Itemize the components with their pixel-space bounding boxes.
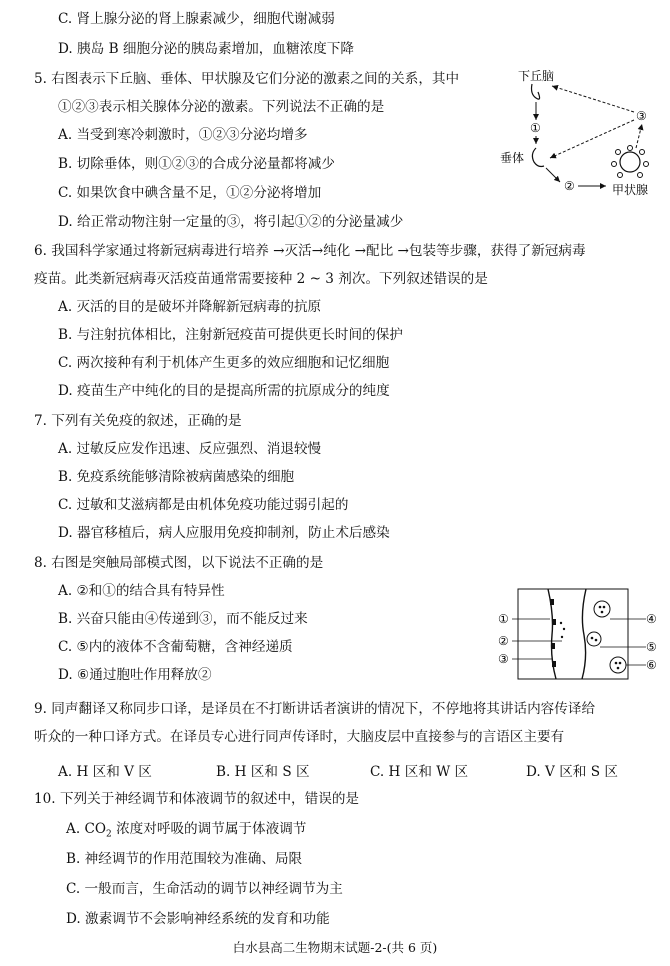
- page-footer: 白水县高二生物期末试题-2-(共 6 页): [232, 940, 438, 955]
- vesicle-fusing: [587, 632, 601, 646]
- synapse-label-6: ⑥: [646, 658, 657, 672]
- synapse-label-3: ③: [498, 652, 509, 666]
- hypothalamus-shape: [532, 84, 540, 99]
- arrow-pituitary-to-2: [546, 168, 560, 182]
- q7-option-b: B. 免疫系统能够清除被病菌感染的细胞: [58, 469, 295, 485]
- q7-option-c: C. 过敏和艾滋病都是由机体免疫功能过弱引起的: [58, 497, 349, 513]
- q9-option-a: A. H 区和 V 区: [58, 764, 152, 780]
- synapse-diagram: [496, 585, 660, 685]
- q9-option-b: B. H 区和 S 区: [216, 764, 310, 780]
- vesicle-upper: [594, 601, 610, 617]
- q9-option-c: C. H 区和 W 区: [370, 764, 469, 780]
- q9-stem-line2: 听众的一种口译方式。在译员专心进行同声传译时，大脑皮层中直接参与的言语区主要有: [34, 729, 565, 745]
- q10-option-d: D. 激素调节不会影响神经系统的发育和功能: [66, 911, 330, 927]
- q4-option-c: C. 肾上腺分泌的肾上腺素减少，细胞代谢减弱: [58, 11, 335, 27]
- q6-option-c: C. 两次接种有利于机体产生更多的效应细胞和记忆细胞: [58, 355, 390, 371]
- thyroid-shape: [612, 146, 649, 178]
- q6-stem-line2: 疫苗。此类新冠病毒灭活疫苗通常需要接种 2 ~ 3 剂次。下列叙述错误的是: [34, 271, 488, 287]
- thyroid-label: 甲状腺: [612, 183, 649, 197]
- hormone-3-label: ③: [636, 109, 647, 123]
- presynaptic-membrane: [582, 589, 586, 679]
- q7-stem: 7. 下列有关免疫的叙述，正确的是: [34, 413, 242, 429]
- q5-stem-line2: ①②③表示相关腺体分泌的激素。下列说法不正确的是: [58, 99, 385, 115]
- q6-option-d: D. 疫苗生产中纯化的目的是提高所需的抗原成分的纯度: [58, 383, 390, 399]
- q5-option-c: C. 如果饮食中碘含量不足，①②分泌将增加: [58, 185, 322, 201]
- q8-option-d: D. ⑥通过胞吐作用释放②: [58, 667, 212, 683]
- vesicle-lower: [610, 657, 626, 673]
- q4-option-d: D. 胰岛 B 细胞分泌的胰岛素增加，血糖浓度下降: [58, 41, 354, 57]
- q10-option-b: B. 神经调节的作用范围较为准确、局限: [66, 851, 303, 867]
- q8-option-c: C. ⑤内的液体不含葡萄糖，含神经递质: [58, 639, 293, 655]
- q6-option-b: B. 与注射抗体相比，注射新冠疫苗可提供更长时间的保护: [58, 327, 403, 343]
- synapse-frame: [518, 589, 628, 679]
- arrow-3-to-hypothalamus: [552, 86, 634, 112]
- synapse-label-2: ②: [498, 634, 509, 648]
- q9-option-d: D. V 区和 S 区: [526, 764, 618, 780]
- synapse-label-1: ①: [498, 612, 509, 626]
- q5-option-d: D. 给正常动物注射一定量的③，将引起①②的分泌量减少: [58, 214, 404, 230]
- receptor-3: [551, 643, 555, 649]
- hormone-1-label: ①: [530, 121, 541, 135]
- q6-option-a: A. 灭活的目的是破坏并降解新冠病毒的抗原: [58, 299, 322, 315]
- q5-option-b: B. 切除垂体，则①②③的合成分泌量都将减少: [58, 156, 335, 172]
- synapse-label-5: ⑤: [646, 640, 657, 654]
- q10-option-c: C. 一般而言，生命活动的调节以神经调节为主: [66, 881, 343, 897]
- hormone-2-label: ②: [564, 179, 575, 193]
- receptor-2: [552, 619, 556, 625]
- receptor-1: [550, 599, 554, 605]
- receptor-4: [552, 661, 556, 667]
- q10-option-a: A. $CO_2$ 浓度对呼吸的调节属于体液调节: [66, 821, 307, 840]
- q8-option-a: A. ②和①的结合具有特异性: [58, 583, 225, 599]
- arrow-3-to-pituitary: [550, 120, 634, 158]
- hypothalamus-label: 下丘脑: [518, 69, 555, 83]
- synapse-label-4: ④: [646, 612, 657, 626]
- q5-option-a: A. 当受到寒冷刺激时，①②③分泌均增多: [58, 127, 308, 143]
- q8-stem: 8. 右图是突触局部模式图，以下说法不正确的是: [34, 555, 324, 571]
- hormone-regulation-diagram: [490, 62, 665, 202]
- pituitary-shape: [532, 148, 544, 167]
- pituitary-label: 垂体: [500, 151, 525, 165]
- q5-stem-line1: 5. 右图表示下丘脑、垂体、甲状腺及它们分泌的激素之间的关系，其中: [34, 71, 460, 87]
- q8-option-b: B. 兴奋只能由④传递到③，而不能反过来: [58, 611, 308, 627]
- q7-option-a: A. 过敏反应发作迅速、反应强烈、消退较慢: [58, 441, 322, 457]
- q9-stem-line1: 9. 同声翻译又称同步口译，是译员在不打断讲话者演讲的情况下，不停地将其讲话内容传译给: [34, 701, 596, 717]
- q10-stem: 10. 下列关于神经调节和体液调节的叙述中，错误的是: [34, 791, 360, 807]
- arrow-thyroid-to-3: [636, 124, 642, 148]
- q6-stem-line1: 6. 我国科学家通过将新冠病毒进行培养 →灭活→纯化 →配比 →包装等步骤，获得了新冠病毒: [34, 243, 586, 259]
- q7-option-d: D. 器官移植后，病人应服用免疫抑制剂，防止术后感染: [58, 525, 390, 541]
